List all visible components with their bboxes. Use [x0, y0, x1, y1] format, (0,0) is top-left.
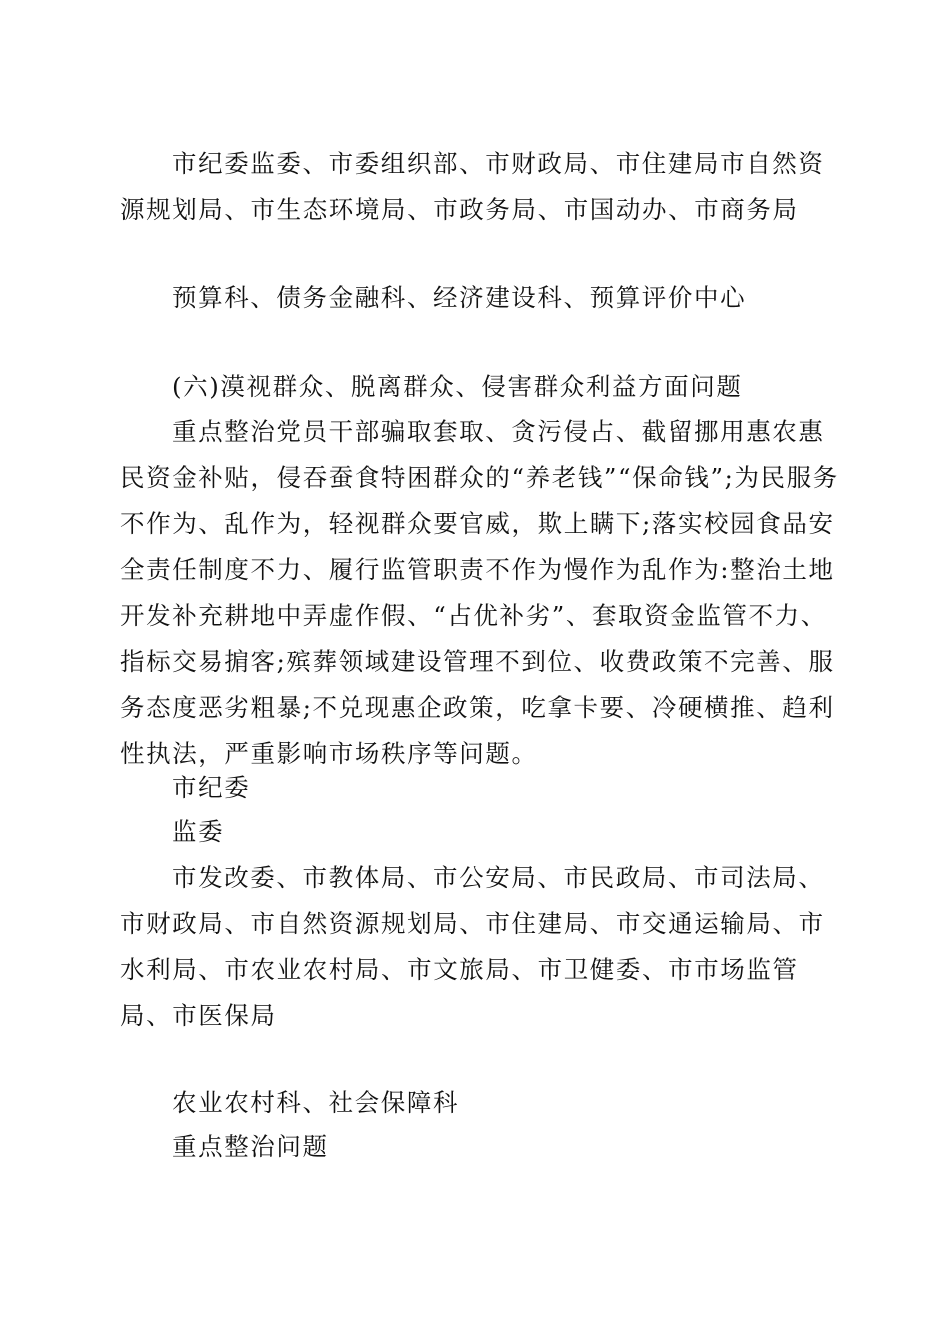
lead-unit-line-1: 市纪委: [172, 773, 251, 802]
key-rectification-issues-label: 重点整治问题: [172, 1132, 329, 1161]
responsible-units-paragraph: 市纪委监委、市委组织部、市财政局、市住建局市自然资源规划局、市生态环境局、市政务局、市国动办、市商务局: [120, 149, 825, 224]
lead-unit-line-2: 监委: [172, 817, 225, 846]
section-heading: (六)漠视群众、脱离群众、侵害群众利益方面问题: [172, 372, 743, 401]
finance-sections-paragraph: 农业农村科、社会保障科: [172, 1088, 460, 1117]
finance-departments-paragraph: 预算科、债务金融科、经济建设科、预算评价中心: [172, 283, 747, 312]
key-issues-paragraph: 重点整治党员干部骗取套取、贪污侵占、截留挪用惠农惠民资金补贴，侵吞蚕食特困群众的“养老钱”“保命钱”;为民服务不作为、乱作为，轻视群众要官威，欺上瞒下;落实校园食品安全责任制度不力、履行监管职责不作为慢作为乱作为:整治土地开发补充耕地中弄虚作假、“占优补劣”、套取资金监管不力、指标交易掮客;殡葬领域建设管理不到位、收费政策不完善、服务态度恶劣粗暴;不兑现惠企政策，吃拿卡要、冷硬横推、趋利性执法，严重影响市场秩序等问题。: [120, 417, 839, 768]
cooperating-units-paragraph: 市发改委、市教体局、市公安局、市民政局、市司法局、市财政局、市自然资源规划局、市住建局、市交通运输局、市水利局、市农业农村局、市文旅局、市卫健委、市市场监管局、市医保局: [120, 863, 825, 1030]
